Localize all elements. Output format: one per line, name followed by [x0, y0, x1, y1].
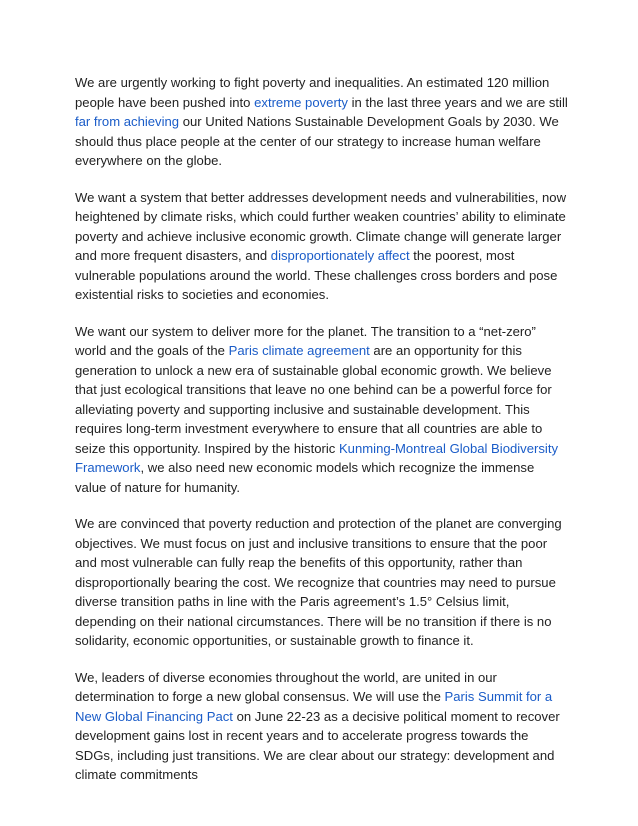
text-span: in the last three years and we are still: [347, 94, 568, 110]
link-biodiversity-framework[interactable]: Kunming-Montreal Global Biodiversity Framework: [75, 440, 559, 475]
text-span: our United Nations Sustainable Development Goals by 2030. We should thus place people at the center of our strategy to increase human welfare everywhere on the globe.: [75, 114, 559, 168]
link-disproportionately-affect[interactable]: disproportionately affect: [270, 248, 410, 263]
text-span: on June 22-23 as a decisive political moment to recover development gains lost in recent years and to accelerate progress towards the SDGs, including just transitions. We are clear about our strategy: development and climate commitments: [75, 708, 560, 782]
text-span: , we also need new economic models which recognize the immense value of nature for humanity.: [75, 460, 535, 495]
link-paris-summit[interactable]: Paris Summit for a New Global Financing Pact: [75, 689, 553, 724]
text-span: are an opportunity for this generation to unlock a new era of sustainable global economic growth. We believe that just ecological transitions that leave no one behind can be a powerful force for alleviating poverty and supporting inclusive and sustainable development. This requires long-term investment everywhere to ensure that all countries are able to seize this opportunity. Inspired by the historic: [75, 343, 552, 456]
paragraph-vulnerabilities: [75, 188, 568, 305]
text-span: We are urgently working to fight poverty and inequalities. An estimated 120 million people have been pushed into: [75, 75, 550, 110]
text-span: We want a system that better addresses development needs and vulnerabilities, now heightened by climate risks, which could further weaken countries’ ability to eliminate poverty and achieve inclusive economic growth. Climate change will generate larger and more frequent disasters, and: [75, 189, 567, 263]
text-span: the poorest, most vulnerable populations around the world. These challenges cross borders and pose existential risks to societies and economies.: [75, 248, 558, 302]
paragraph-consensus: [75, 668, 568, 785]
paragraph-poverty: [75, 73, 568, 171]
link-paris-climate-agreement[interactable]: Paris climate agreement: [228, 343, 370, 358]
text-span: We want our system to deliver more for the planet. The transition to a “net-zero” world and the goals of the: [75, 323, 536, 358]
paragraph-planet: [75, 322, 568, 498]
link-far-from-achieving[interactable]: far from achieving: [75, 114, 180, 129]
paragraph-transitions: We are convinced that poverty reduction and protection of the planet are converging objectives. We must focus on just and inclusive transitions to ensure that the poor and most vulnerable can fully reap the benefits of this opportunity, rather than disproportionally bearing the cost. We recognize that countries may need to pursue diverse transition paths in line with the Paris agreement’s 1.5° Celsius limit, depending on their national circumstances. There will be no transition if there is no solidarity, economic opportunities, or sustainable growth to finance it.: [75, 516, 562, 648]
text-span: We, leaders of diverse economies throughout the world, are united in our determination to forge a new global consensus. We will use the: [75, 669, 497, 704]
link-extreme-poverty[interactable]: extreme poverty: [254, 94, 348, 110]
